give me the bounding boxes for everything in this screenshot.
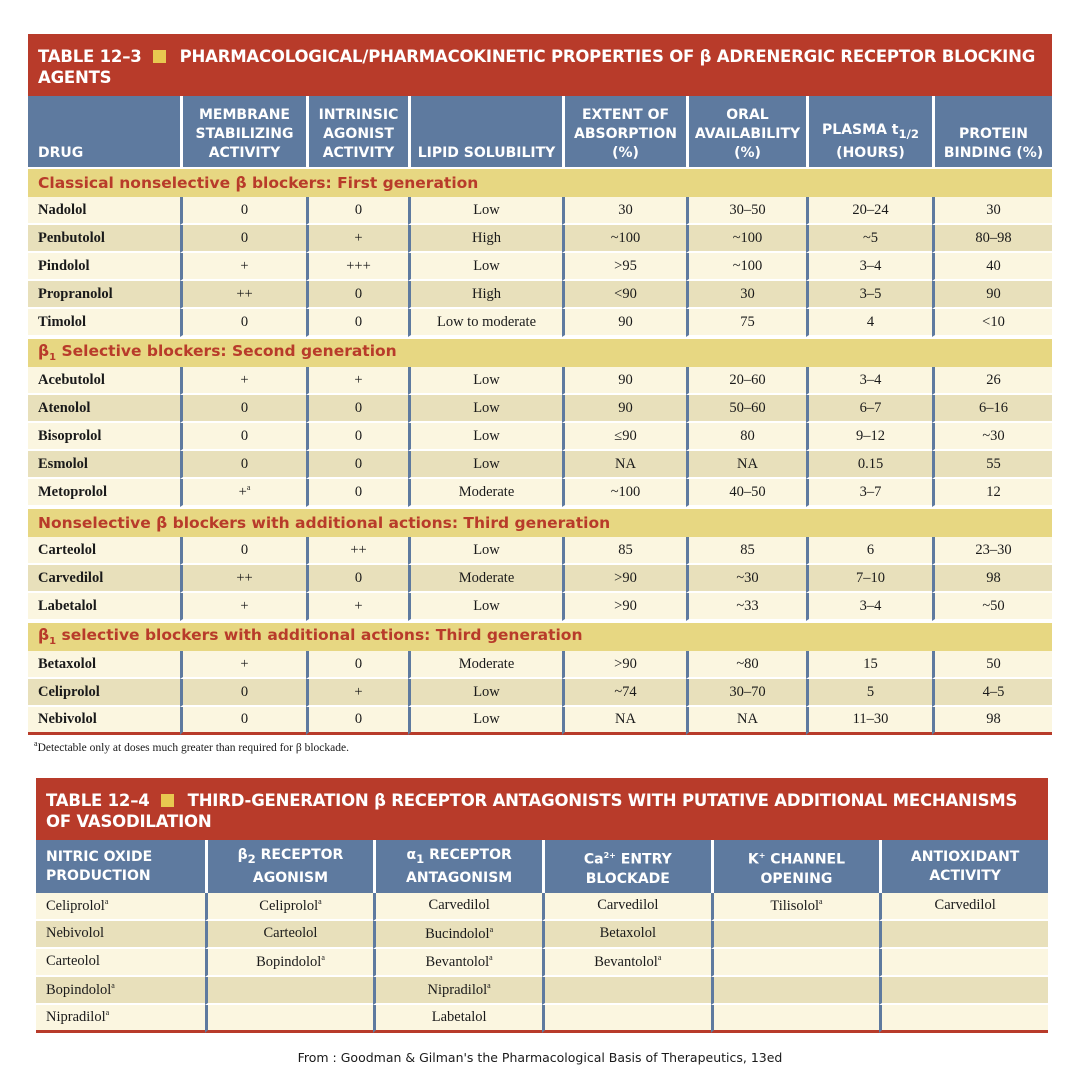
table-cell: High: [408, 281, 562, 309]
table-cell: Carteolol: [205, 921, 374, 949]
table-cell: 11–30: [806, 707, 932, 735]
table-title: PHARMACOLOGICAL/PHARMACOKINETIC PROPERTIES OF β ADRENERGIC RECEPTOR BLOCKING AGENTS: [38, 47, 1036, 87]
table-row: [28, 225, 1052, 253]
table-cell: 85: [562, 537, 686, 565]
section-title: $\beta_1$ selective blockers with additional actions: Third generation: [28, 621, 1052, 651]
drug-name: Celiprolol: [28, 679, 180, 707]
table-cell: [542, 1005, 711, 1033]
table-cell: Betaxolol: [542, 921, 711, 949]
table-cell: 23–30: [932, 537, 1052, 565]
table-cell: 75: [686, 309, 806, 337]
column-header: PLASMA $t_{1/2}$ (HOURS): [806, 96, 932, 167]
table-cell: Carteolol: [36, 949, 205, 977]
table-cell: +: [180, 593, 306, 621]
table-cell: Low: [408, 707, 562, 735]
source-credit: From : Goodman & Gilman's the Pharmacological Basis of Therapeutics, 13ed: [297, 1050, 783, 1065]
table-cell: 3–5: [806, 281, 932, 309]
table-row: [36, 921, 1048, 949]
table-cell: ~30: [932, 423, 1052, 451]
table-cell: Low to moderate: [408, 309, 562, 337]
table-cell: >95: [562, 253, 686, 281]
table-cell: 7–10: [806, 565, 932, 593]
drug-name: Pindolol: [28, 253, 180, 281]
table-12-4: [36, 778, 1048, 1033]
table-cell: 0: [180, 707, 306, 735]
table-cell: 0: [180, 537, 306, 565]
table-cell: [879, 1005, 1048, 1033]
table-title-bar: [28, 34, 1052, 96]
table-cell: 0: [306, 651, 408, 679]
table-cell: Moderate: [408, 479, 562, 507]
table-cell: ~100: [562, 479, 686, 507]
table-cell: 55: [932, 451, 1052, 479]
square-bullet-icon: [153, 50, 166, 63]
table-row: [28, 479, 1052, 507]
table-cell: >90: [562, 565, 686, 593]
table-cell: 30–70: [686, 679, 806, 707]
table-cell: NA: [686, 451, 806, 479]
table-title: THIRD-GENERATION β RECEPTOR ANTAGONISTS WITH PUTATIVE ADDITIONAL MECHANISMS OF VASODILATION: [46, 791, 1018, 831]
table-cell: Tilisolol$^a$: [711, 893, 880, 921]
column-header: ORAL AVAILABILITY (%): [686, 96, 806, 167]
table-cell: High: [408, 225, 562, 253]
column-header: K+ CHANNEL OPENING: [711, 840, 880, 893]
table-cell: 0: [180, 679, 306, 707]
table-cell: 0: [306, 281, 408, 309]
table-cell: [879, 921, 1048, 949]
table-cell: 0: [180, 225, 306, 253]
footnote-text: Detectable only at doses much greater than required for β blockade.: [37, 741, 349, 754]
table-cell: +$^a$: [180, 479, 306, 507]
header-row: [36, 840, 1048, 893]
table-cell: ≤90: [562, 423, 686, 451]
footnote: $^a$Detectable only at doses much greater than required for β blockade.: [34, 739, 349, 754]
table-row: [28, 197, 1052, 225]
column-header: $\alpha_1$ RECEPTOR ANTAGONISM: [373, 840, 542, 893]
table-cell: 4: [806, 309, 932, 337]
column-header: $Ca^{2+}$ ENTRY BLOCKADE: [542, 840, 711, 893]
table-cell: 90: [932, 281, 1052, 309]
table-cell: 50: [932, 651, 1052, 679]
table-cell: Labetalol: [373, 1005, 542, 1033]
table-row: [28, 281, 1052, 309]
table-cell: 4–5: [932, 679, 1052, 707]
section-row: [28, 621, 1052, 651]
table-row: [28, 451, 1052, 479]
table-cell: 6–16: [932, 395, 1052, 423]
table-row: [36, 1005, 1048, 1033]
table-number: TABLE 12–3: [38, 47, 142, 66]
table-cell: +: [306, 593, 408, 621]
table-cell: 30: [932, 197, 1052, 225]
section-title: Nonselective β blockers with additional actions: Third generation: [28, 507, 1052, 537]
table-cell: 20–60: [686, 367, 806, 395]
table-row: [28, 423, 1052, 451]
drug-name: Acebutolol: [28, 367, 180, 395]
table-cell: ~5: [806, 225, 932, 253]
drug-name: Nadolol: [28, 197, 180, 225]
square-bullet-icon: [161, 794, 174, 807]
table-row: [36, 977, 1048, 1005]
drug-name: Bisoprolol: [28, 423, 180, 451]
table-cell: Bevantolol$^a$: [542, 949, 711, 977]
table-cell: Nipradilol$^a$: [36, 1005, 205, 1033]
table-cell: 0: [306, 197, 408, 225]
table-cell: ~33: [686, 593, 806, 621]
table-cell: Low: [408, 593, 562, 621]
table-12-3: [28, 34, 1052, 754]
table-cell: 0: [180, 309, 306, 337]
table-cell: 30–50: [686, 197, 806, 225]
table-cell: [205, 977, 374, 1005]
drug-name: Penbutolol: [28, 225, 180, 253]
table-cell: 90: [562, 395, 686, 423]
table-cell: Low: [408, 423, 562, 451]
section-row: [28, 507, 1052, 537]
table-cell: NA: [686, 707, 806, 735]
table-cell: 0: [306, 395, 408, 423]
table-row: [28, 593, 1052, 621]
properties-table: [28, 96, 1052, 735]
table-cell: [711, 949, 880, 977]
drug-name: Propranolol: [28, 281, 180, 309]
table-row: [28, 707, 1052, 735]
table-cell: ~74: [562, 679, 686, 707]
table-cell: 0: [306, 309, 408, 337]
table-cell: 85: [686, 537, 806, 565]
table-cell: Carvedilol: [373, 893, 542, 921]
drug-name: Nebivolol: [28, 707, 180, 735]
table-cell: ++: [180, 565, 306, 593]
table-cell: 5: [806, 679, 932, 707]
drug-name: Metoprolol: [28, 479, 180, 507]
table-row: [28, 309, 1052, 337]
table-cell: Bopindolol$^a$: [36, 977, 205, 1005]
table-cell: 6: [806, 537, 932, 565]
table-cell: 30: [562, 197, 686, 225]
column-header: DRUG: [28, 96, 180, 167]
table-row: [28, 679, 1052, 707]
table-number: TABLE 12–4: [46, 791, 150, 810]
column-header: INTRINSIC AGONIST ACTIVITY: [306, 96, 408, 167]
table-cell: 0: [180, 197, 306, 225]
table-cell: >90: [562, 651, 686, 679]
table-cell: [542, 977, 711, 1005]
drug-name: Timolol: [28, 309, 180, 337]
table-cell: Low: [408, 679, 562, 707]
table-cell: 80–98: [932, 225, 1052, 253]
table-cell: Celiprolol$^a$: [36, 893, 205, 921]
table-cell: 0: [306, 451, 408, 479]
table-cell: Low: [408, 367, 562, 395]
drug-name: Carvedilol: [28, 565, 180, 593]
drug-name: Betaxolol: [28, 651, 180, 679]
table-cell: Low: [408, 253, 562, 281]
table-cell: [711, 977, 880, 1005]
table-cell: ~100: [686, 253, 806, 281]
table-cell: 3–4: [806, 367, 932, 395]
table-cell: 98: [932, 707, 1052, 735]
table-cell: 12: [932, 479, 1052, 507]
table-cell: ++: [306, 537, 408, 565]
section-title: $\beta_1$ Selective blockers: Second generation: [28, 337, 1052, 367]
table-cell: 0.15: [806, 451, 932, 479]
table-cell: <90: [562, 281, 686, 309]
drug-name: Atenolol: [28, 395, 180, 423]
table-title-bar: [36, 778, 1048, 840]
table-cell: Low: [408, 197, 562, 225]
table-cell: 26: [932, 367, 1052, 395]
table-cell: 0: [180, 423, 306, 451]
table-cell: +: [180, 367, 306, 395]
table-cell: Celiprolol$^a$: [205, 893, 374, 921]
table-cell: 9–12: [806, 423, 932, 451]
table-cell: 90: [562, 309, 686, 337]
drug-name: Carteolol: [28, 537, 180, 565]
drug-name: Esmolol: [28, 451, 180, 479]
table-cell: 0: [180, 451, 306, 479]
table-cell: Bucindolol$^a$: [373, 921, 542, 949]
table-cell: 0: [306, 479, 408, 507]
table-cell: Nebivolol: [36, 921, 205, 949]
table-cell: [205, 1005, 374, 1033]
table-cell: 90: [562, 367, 686, 395]
table-cell: 30: [686, 281, 806, 309]
table-cell: 0: [306, 565, 408, 593]
table-cell: 3–4: [806, 253, 932, 281]
table-cell: +: [306, 679, 408, 707]
drug-name: Labetalol: [28, 593, 180, 621]
table-cell: <10: [932, 309, 1052, 337]
table-cell: 40: [932, 253, 1052, 281]
table-cell: 50–60: [686, 395, 806, 423]
table-row: [28, 537, 1052, 565]
column-header: NITRIC OXIDE PRODUCTION: [36, 840, 205, 893]
section-row: [28, 337, 1052, 367]
table-cell: Moderate: [408, 651, 562, 679]
table-cell: +: [180, 253, 306, 281]
table-cell: 0: [306, 707, 408, 735]
table-cell: 98: [932, 565, 1052, 593]
table-cell: 15: [806, 651, 932, 679]
table-cell: >90: [562, 593, 686, 621]
column-header: LIPID SOLUBILITY: [408, 96, 562, 167]
table-cell: Bevantolol$^a$: [373, 949, 542, 977]
table-cell: [711, 1005, 880, 1033]
table-cell: [879, 949, 1048, 977]
table-cell: Bopindolol$^a$: [205, 949, 374, 977]
table-cell: Low: [408, 451, 562, 479]
table-row: [28, 395, 1052, 423]
table-cell: ~30: [686, 565, 806, 593]
table-cell: 20–24: [806, 197, 932, 225]
column-header: PROTEIN BINDING (%): [932, 96, 1052, 167]
table-cell: +: [306, 225, 408, 253]
table-cell: [879, 977, 1048, 1005]
table-cell: 3–7: [806, 479, 932, 507]
header-row: [28, 96, 1052, 167]
table-cell: Nipradilol$^a$: [373, 977, 542, 1005]
table-row: [28, 651, 1052, 679]
table-row: [36, 893, 1048, 921]
table-cell: 40–50: [686, 479, 806, 507]
table-cell: ~100: [686, 225, 806, 253]
table-cell: ~80: [686, 651, 806, 679]
table-row: [36, 949, 1048, 977]
table-row: [28, 565, 1052, 593]
table-row: [28, 367, 1052, 395]
table-cell: 3–4: [806, 593, 932, 621]
table-cell: NA: [562, 451, 686, 479]
table-cell: 80: [686, 423, 806, 451]
table-cell: Carvedilol: [542, 893, 711, 921]
table-cell: ~100: [562, 225, 686, 253]
column-header: $\beta_2$ RECEPTOR AGONISM: [205, 840, 374, 893]
table-cell: NA: [562, 707, 686, 735]
table-cell: 0: [180, 395, 306, 423]
section-title: Classical nonselective β blockers: First generation: [28, 167, 1052, 197]
table-cell: Low: [408, 537, 562, 565]
section-row: [28, 167, 1052, 197]
table-cell: Low: [408, 395, 562, 423]
table-cell: [711, 921, 880, 949]
column-header: MEMBRANE STABILIZING ACTIVITY: [180, 96, 306, 167]
table-row: [28, 253, 1052, 281]
table-cell: 0: [306, 423, 408, 451]
table-cell: +: [180, 651, 306, 679]
column-header: EXTENT OF ABSORPTION (%): [562, 96, 686, 167]
table-cell: 6–7: [806, 395, 932, 423]
column-header: ANTIOXIDANT ACTIVITY: [879, 840, 1048, 893]
table-cell: +++: [306, 253, 408, 281]
table-cell: Moderate: [408, 565, 562, 593]
table-cell: ++: [180, 281, 306, 309]
table-cell: +: [306, 367, 408, 395]
table-cell: ~50: [932, 593, 1052, 621]
table-cell: Carvedilol: [879, 893, 1048, 921]
mechanisms-table: [36, 840, 1048, 1033]
